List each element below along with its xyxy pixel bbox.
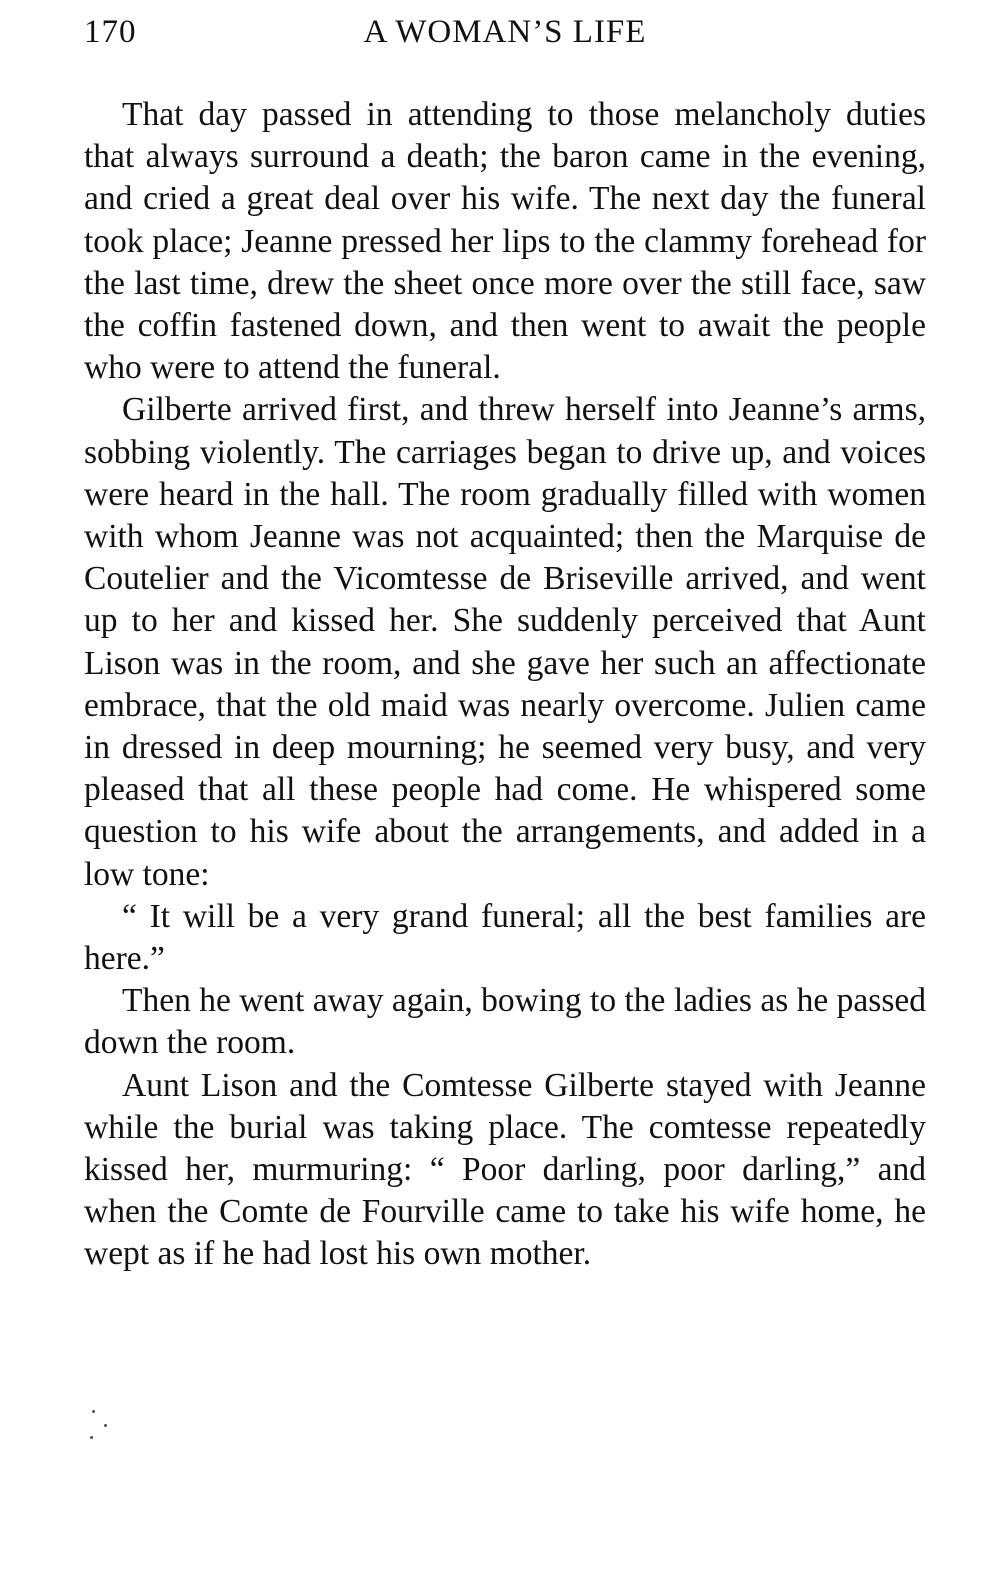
scan-speck xyxy=(104,1424,107,1427)
paragraph-2: Gilberte arrived first, and threw herself into Jeanne’s arms, sobbing violently. The carriages began to drive up, and voices were heard in the hall. The room gradually filled with women with whom Jeanne was not acquainted; then the Marquise de Coutelier and the Vicomtesse de Briseville arrived, and went up to her and kissed her. She suddenly perceived that Aunt Lison was in the room, and she gave her such an affectionate embrace, that the old maid was nearly overcome. Julien came in dressed in deep mourning; he seemed very busy, and very pleased that all these people had come. He whispered some question to his wife about the arrangements, and added in a low tone: xyxy=(84,391,926,893)
scan-speck xyxy=(92,1410,95,1413)
scan-speck xyxy=(90,1436,93,1439)
paragraph-1: That day passed in attending to those melancholy duties that always surround a death; the baron came in the evening, and cried a great deal over his wife. The next day the funeral took place; Jeanne pressed her lips to the clammy forehead for the last time, drew the sheet once more over the still face, saw the coffin fastened down, and then went to await the people who were to attend the funeral. xyxy=(84,96,926,387)
body-text xyxy=(84,94,926,1276)
paragraph-3-quote: “ It will be a very grand funeral; all the best families are here.” xyxy=(84,897,926,978)
paragraph-5: Aunt Lison and the Comtesse Gilberte stayed with Jeanne while the burial was taking place. The comtesse repeatedly kissed her, murmuring: “ Poor darling, poor darling,” and when the Comte de Fourville came to take his wife home, he wept as if he had lost his own mother. xyxy=(84,1066,926,1273)
paragraph-4: Then he went away again, bowing to the ladies as he passed down the room. xyxy=(84,982,926,1062)
page-header xyxy=(84,14,926,64)
running-title: A WOMAN’S LIFE xyxy=(363,14,647,50)
page-number: 170 xyxy=(84,14,137,50)
